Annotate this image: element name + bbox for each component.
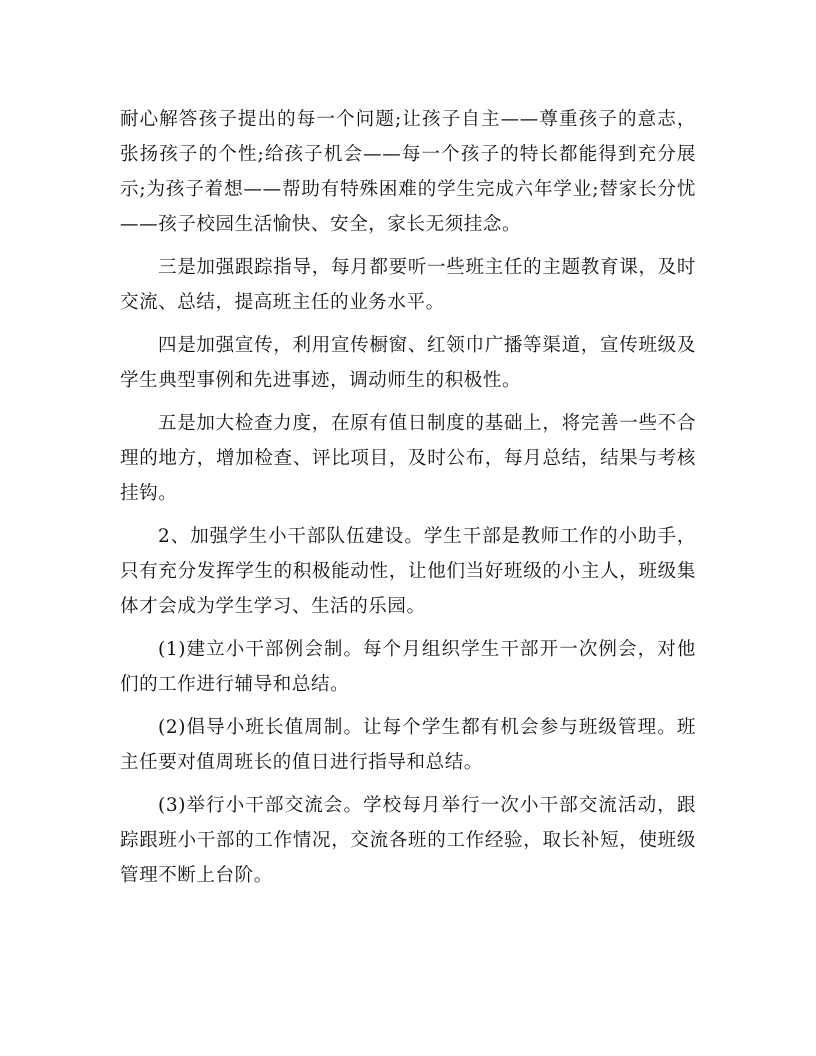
document-page	[120, 102, 696, 893]
paragraph-item-1: (1)建立小干部例会制。每个月组织学生干部开一次例会，对他们的工作进行辅导和总结。	[120, 639, 696, 695]
paragraph-student-cadres: 2、加强学生小干部队伍建设。学生干部是教师工作的小助手，只有充分发挥学生的积极能动性，让他们当好班级的小主人，班级集体才会成为学生学习、生活的乐园。	[120, 526, 696, 617]
paragraph-item-2: (2)倡导小班长值周制。让每个学生都有机会参与班级管理。班主任要对值周班长的值日进行指导和总结。	[120, 717, 696, 773]
paragraph-publicity: 四是加强宣传，利用宣传橱窗、红领巾广播等渠道，宣传班级及学生典型事例和先进事迹，调动师生的积极性。	[120, 335, 696, 391]
paragraph-item-3: (3)举行小干部交流会。学校每月举行一次小干部交流活动，跟踪跟班小干部的工作情况，交流各班的工作经验，取长补短，使班级管理不断上台阶。	[120, 795, 696, 886]
paragraph-inspection: 五是加大检查力度，在原有值日制度的基础上，将完善一些不合理的地方，增加检查、评比项目，及时公布，每月总结，结果与考核挂钩。	[120, 413, 696, 504]
paragraph-continuation: 耐心解答孩子提出的每一个问题;让孩子自主——尊重孩子的意志，张扬孩子的个性;给孩子机会——每一个孩子的特长都能得到充分展示;为孩子着想——帮助有特殊困难的学生完成六年学业;替家长分忧——孩子校园生活愉快、安全，家长无须挂念。	[120, 109, 696, 235]
paragraph-tracking-guidance: 三是加强跟踪指导，每月都要听一些班主任的主题教育课，及时交流、总结，提高班主任的业务水平。	[120, 257, 696, 313]
